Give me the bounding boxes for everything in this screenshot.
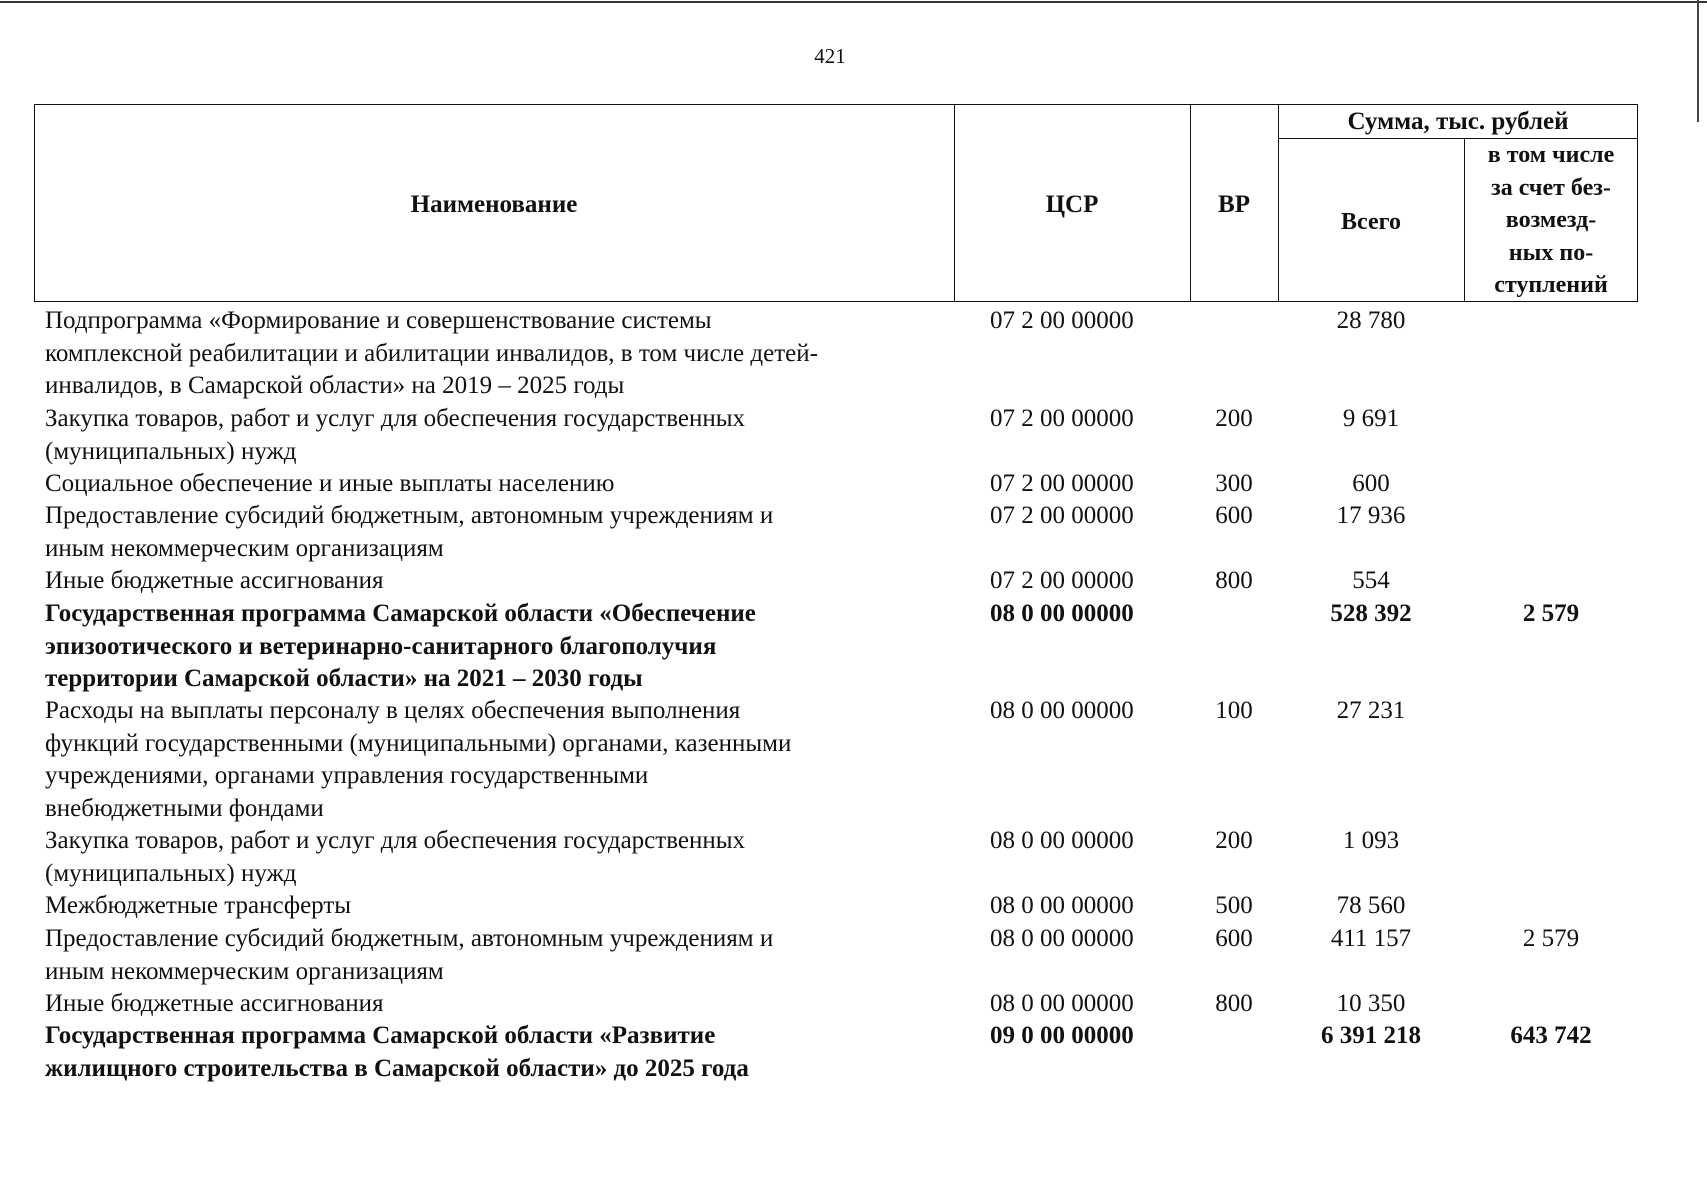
row-8-total: 78 560 <box>1336 892 1406 919</box>
row-6-total: 27 231 <box>1336 697 1406 724</box>
header-csr: ЦСР <box>1045 191 1099 218</box>
row-11-csr: 09 0 00 00000 <box>990 1022 1134 1049</box>
top-border-line <box>0 1 1707 3</box>
row-7-csr: 08 0 00 00000 <box>990 827 1134 854</box>
header-incl: в том числе за счет без- возмезд- ных по- ступлений <box>1487 142 1615 298</box>
row-9-incl: 2 579 <box>1522 925 1580 952</box>
right-border-line <box>1697 0 1699 122</box>
row-5-name: Государственная программа Самарской области «Обеспечение эпизоотического и ветеринарно-санитарного благополучия территории Самарской области» на 2021 – 2030 годы <box>45 600 756 692</box>
row-8-csr: 08 0 00 00000 <box>990 892 1134 919</box>
row-7-total: 1 093 <box>1342 827 1400 854</box>
row-0-csr: 07 2 00 00000 <box>990 307 1134 334</box>
row-11-incl: 643 742 <box>1510 1022 1592 1049</box>
row-11-total: 6 391 218 <box>1321 1022 1421 1049</box>
row-10-vr: 800 <box>1215 990 1253 1017</box>
row-0-name: Подпрограмма «Формирование и совершенствование системы комплексной реабилитации и абилитации инвалидов, в том числе детей- инвалидов, в Самарской области» на 2019 – 2025 годы <box>45 307 818 399</box>
row-10-name: Иные бюджетные ассигнования <box>45 990 384 1017</box>
row-1-total: 9 691 <box>1342 405 1400 432</box>
row-6-vr: 100 <box>1215 697 1253 724</box>
header-name: Наименование <box>410 191 578 218</box>
row-2-name: Социальное обеспечение и иные выплаты населению <box>45 470 615 497</box>
row-3-total: 17 936 <box>1336 502 1406 529</box>
row-7-vr: 200 <box>1215 827 1253 854</box>
row-5-incl: 2 579 <box>1522 600 1580 627</box>
row-6-name: Расходы на выплаты персоналу в целях обеспечения выполнения функций государственными (муниципальными) органами, казенными учреждениями, органами управления государственными внебюджетными фондами <box>45 697 792 822</box>
row-2-csr: 07 2 00 00000 <box>990 470 1134 497</box>
row-0-total: 28 780 <box>1336 307 1406 334</box>
row-4-csr: 07 2 00 00000 <box>990 567 1134 594</box>
row-4-name: Иные бюджетные ассигнования <box>45 567 384 594</box>
row-2-total: 600 <box>1352 470 1390 497</box>
row-8-name: Межбюджетные трансферты <box>45 892 352 919</box>
row-6-csr: 08 0 00 00000 <box>990 697 1134 724</box>
row-9-total: 411 157 <box>1330 925 1412 952</box>
row-9-csr: 08 0 00 00000 <box>990 925 1134 952</box>
row-1-csr: 07 2 00 00000 <box>990 405 1134 432</box>
header-vr: ВР <box>1218 191 1250 218</box>
row-1-vr: 200 <box>1215 405 1253 432</box>
row-5-csr: 08 0 00 00000 <box>990 600 1134 627</box>
row-7-name: Закупка товаров, работ и услуг для обеспечения государственных (муниципальных) нужд <box>45 827 746 887</box>
row-5-total: 528 392 <box>1330 600 1412 627</box>
row-1-name: Закупка товаров, работ и услуг для обеспечения государственных (муниципальных) нужд <box>45 405 746 465</box>
row-9-vr: 600 <box>1215 925 1253 952</box>
row-9-name: Предоставление субсидий бюджетным, автономным учреждениям и иным некоммерческим организациям <box>45 925 774 985</box>
page-number: 421 <box>814 44 846 68</box>
row-11-name: Государственная программа Самарской области «Развитие жилищного строительства в Самарской области» до 2025 года <box>45 1022 749 1082</box>
row-3-csr: 07 2 00 00000 <box>990 502 1134 529</box>
header-total: Всего <box>1341 209 1401 235</box>
row-10-csr: 08 0 00 00000 <box>990 990 1134 1017</box>
row-4-total: 554 <box>1352 567 1390 594</box>
header-sum-group: Сумма, тыс. рублей <box>1347 108 1569 135</box>
row-10-total: 10 350 <box>1336 990 1406 1017</box>
row-8-vr: 500 <box>1215 892 1253 919</box>
row-3-vr: 600 <box>1215 502 1253 529</box>
row-4-vr: 800 <box>1215 567 1253 594</box>
row-2-vr: 300 <box>1215 470 1253 497</box>
row-3-name: Предоставление субсидий бюджетным, автономным учреждениям и иным некоммерческим организациям <box>45 502 774 562</box>
